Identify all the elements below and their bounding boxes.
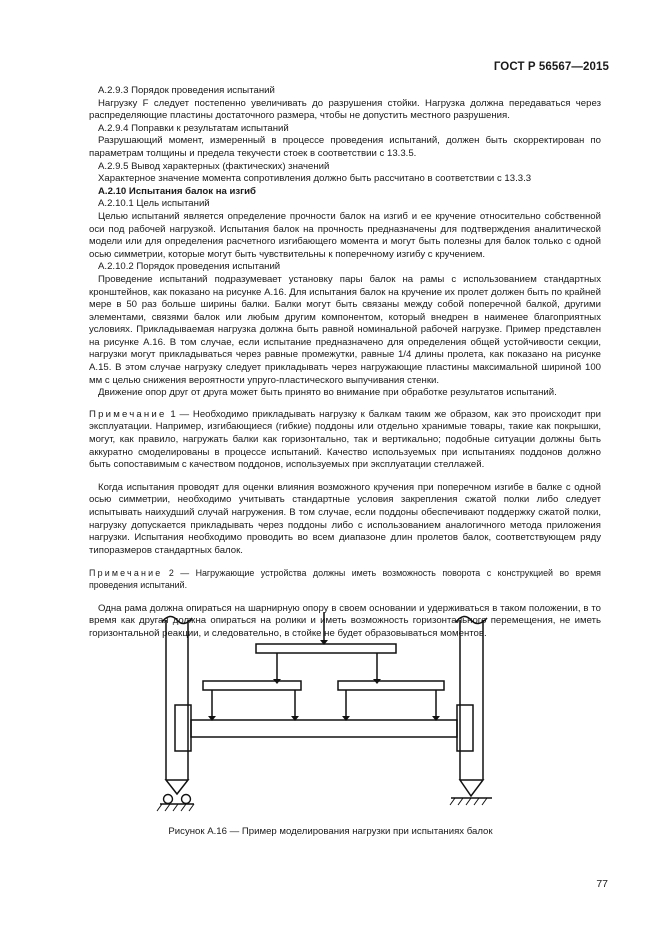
- note-2-label: Примечание: [89, 568, 163, 579]
- section-heading: А.2.9.5 Вывод характерных (фактических) значений: [98, 160, 330, 172]
- section-heading: А.2.9.3 Порядок проведения испытаний: [98, 85, 275, 96]
- page-body: [89, 85, 601, 640]
- body-paragraph: Проведение испытаний подразумевает установку пары балок на рамы с использованием стандартных кронштейнов, как показано на рисунке А.16. Для испытания балок на кручение их пролет должен быть по крайней мере в 50 раз больше ширины балки. Балки могут быть связаны между собой поперечной балкой, другими элементами, связями балок или любым другим компонентом, который внедрен в наименее благоприятных условиях. Прикладываемая нагрузка должна быть равной номинальной рабочей нагрузке. Пример представлен на рисунке А.16. В том случае, если испытание предназначено для определения общей устойчивости секции, нагрузки могут прикладываться через равные промежутки, равные 1/4 длины пролета, как показано на рисунке А.15. В этом случае нагрузку следует прикладывать через нагружающие пластины максимальной шириной 100 мм с целью снижения вероятности упруго-пластического выпучивания стенки.: [89, 273, 601, 386]
- page-number: 77: [596, 878, 608, 890]
- body-paragraph: Целью испытаний является определение прочности балок на изгиб и ее кручение относительно собственной оси под рабочей нагрузкой. Испытания балок на прочность предназначены для подтверждения аналитической модели или для определения расчетного изгибающего момента и могут быть полезны для балок только с одной осью симметрии, которые могут быть чувствительны к поперечному изгибу с кручением.: [89, 210, 601, 260]
- right-column: [460, 620, 483, 780]
- roller-support: [166, 780, 188, 794]
- body-paragraph: Разрушающий момент, измеренный в процессе проведения испытаний, должен быть скорректирован по параметрам толщины и предела текучести стоек в соответствии с 13.3.5.: [89, 135, 601, 159]
- note-1: [89, 409, 601, 472]
- figure-caption: Рисунок А.16 — Пример моделирования нагрузки при испытаниях балок: [168, 826, 493, 837]
- left-spreader-beam: [203, 681, 301, 690]
- note-2-text: 2 — Нагружающие устройства должны иметь возможность поворота с конструкцией во время проведения испытаний.: [89, 568, 601, 590]
- document-header: ГОСТ Р 56567—2015: [493, 61, 609, 73]
- note-2: [89, 568, 601, 591]
- note-1-label: Примечание: [89, 408, 167, 420]
- section-heading: А.2.9.4 Поправки к результатам испытаний: [98, 122, 289, 134]
- section-heading: А.2.10.2 Порядок проведения испытаний: [98, 261, 281, 273]
- support-paragraph-text: Одна рама должна опираться на шарнирную опору в своем основании и удерживаться в таком положении, в то время как другая должна опираться на ролики и иметь возможность горизонтального перемещения, не иметь горизонтальной реакции, и следовательно, в стойке не будет образовываться моментов.: [89, 602, 601, 639]
- note-1-text: 1 — Необходимо прикладывать нагрузку к балкам таким же образом, как это происходит при эксплуатации. Например, изгибающиеся (гибкие) поддоны или отдельно хранимые товары, такие как покрышки, могут, как правило, нагружать балки как горизонтально, так и вертикально; подобные ситуации должны быть аккуратно смоделированы в процессе испытаний. Качество используемых при испытаниях поддонов должно быть сопоставимым с качеством поддонов, используемых при эксплуатации стеллажей.: [89, 408, 601, 471]
- torsion-paragraph: [89, 482, 601, 558]
- torsion-paragraph-text: Когда испытания проводят для оценки влияния возможного кручения при поперечном изгибе в балке с одной осью симметрии, необходимо учитывать стандартные условия закрепления сжатой полки либо следует испытывать наихудший случай нагружения. В том случае, если поддоны обеспечивают поддержку сжатой полки, нагрузку допускается прикладывать через поддоны либо с использованием аналогичного метода приложения нагрузки. Испытания необходимо проводить во всем диапазоне длин пролетов балок, соответствующем ряду типоразмеров стандартных балок.: [89, 481, 601, 556]
- pin-support: [460, 780, 483, 796]
- right-spreader-beam: [338, 681, 444, 690]
- section-heading: А.2.10.1 Цель испытаний: [98, 198, 210, 210]
- section-heading: А.2.10 Испытания балок на изгиб: [98, 185, 256, 197]
- body-paragraph: Нагрузку F следует постепенно увеличивать до разрушения стойки. Нагрузка должна передаваться через распределяющие пластины достаточного размера, чтобы не допустить местного разрушения.: [89, 97, 601, 122]
- left-column: [166, 620, 188, 780]
- section-paragraphs: [89, 85, 601, 400]
- body-paragraph: Характерное значение момента сопротивления должно быть рассчитано в соответствии с 13.3.3: [98, 173, 532, 185]
- beam-load-test-figure: [148, 608, 518, 822]
- test-beam: [191, 720, 457, 737]
- body-paragraph: Движение опор друг от друга может быть принято во внимание при обработке результатов испытаний.: [98, 387, 557, 399]
- top-spreader-beam: [256, 644, 396, 653]
